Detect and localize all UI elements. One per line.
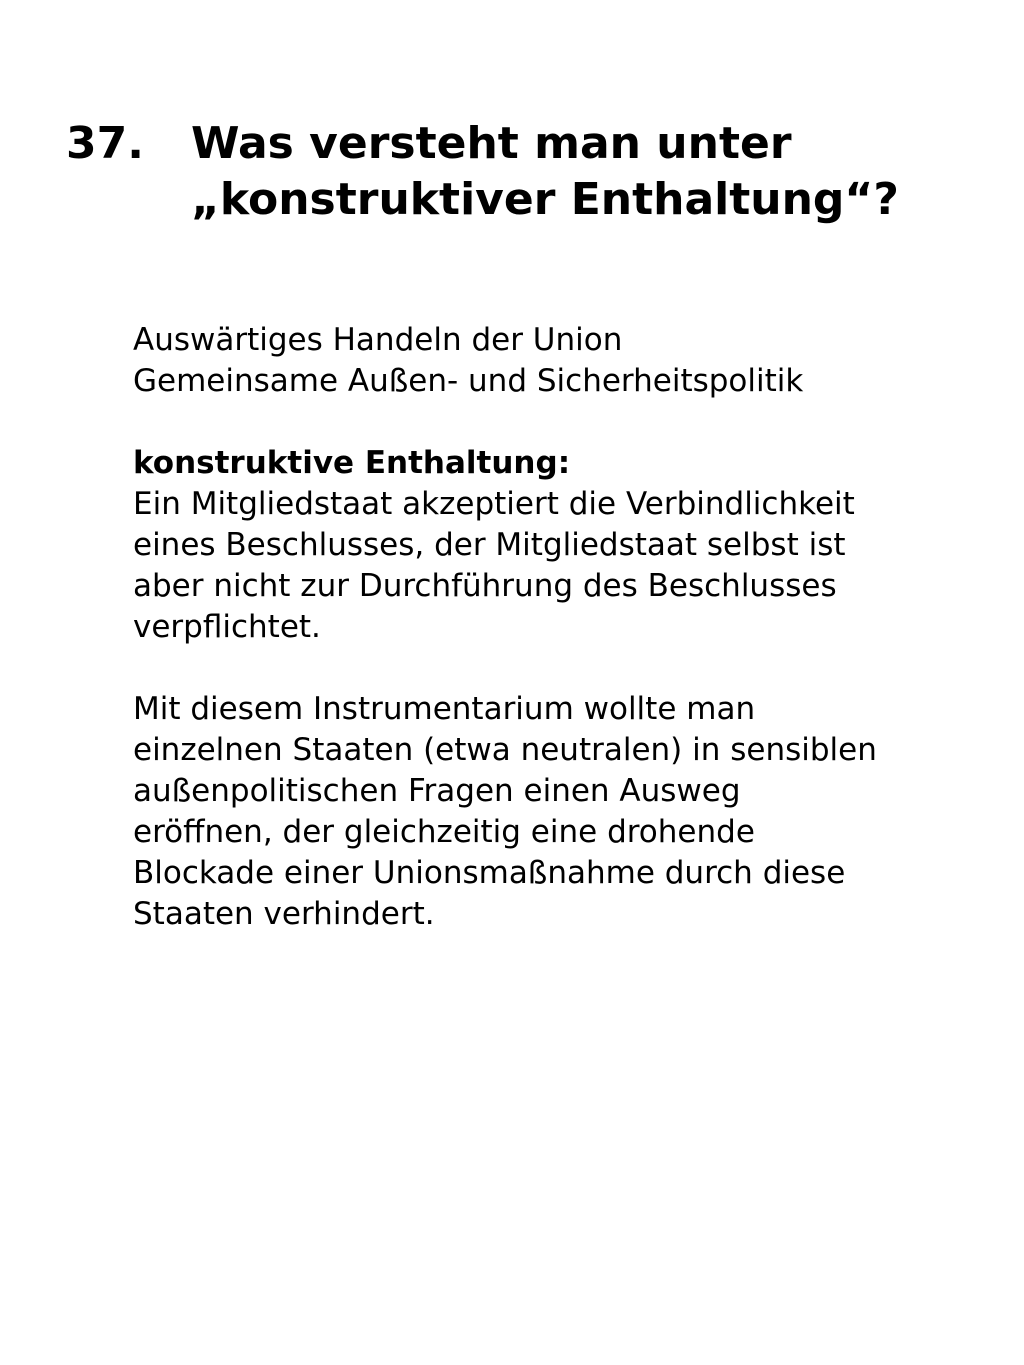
question-number: 37. [66,118,144,169]
context-line: Gemeinsame Außen- und Sicherheitspolitik [133,363,804,399]
definition-line: Ein Mitgliedstaat akzeptiert die Verbindlichkeit [133,486,855,522]
question-title-line: Was versteht man unter [191,118,792,169]
paragraph-gap [133,402,993,443]
context-line: Auswärtiges Handeln der Union [133,322,623,358]
question-title-line: „konstruktiver Enthaltung“? [191,174,899,225]
context-block [133,320,993,402]
question-title [191,116,996,228]
answer-content [133,320,993,935]
question-heading [66,116,996,228]
definition-line: verpflichtet. [133,609,321,645]
definition-block [133,443,993,648]
definition-term: konstruktive Enthaltung: [133,445,571,481]
explanation-line: Blockade einer Unionsmaßnahme durch diese [133,855,846,891]
explanation-block [133,689,993,935]
definition-line: eines Beschlusses, der Mitgliedstaat selbst ist [133,527,846,563]
paragraph-gap [133,648,993,689]
explanation-line: Staaten verhindert. [133,896,435,932]
explanation-line: einzelnen Staaten (etwa neutralen) in sensiblen [133,732,877,768]
explanation-line: Mit diesem Instrumentarium wollte man [133,691,756,727]
explanation-line: eröffnen, der gleichzeitig eine drohende [133,814,755,850]
definition-line: aber nicht zur Durchführung des Beschlusses [133,568,837,604]
explanation-line: außenpolitischen Fragen einen Ausweg [133,773,741,809]
